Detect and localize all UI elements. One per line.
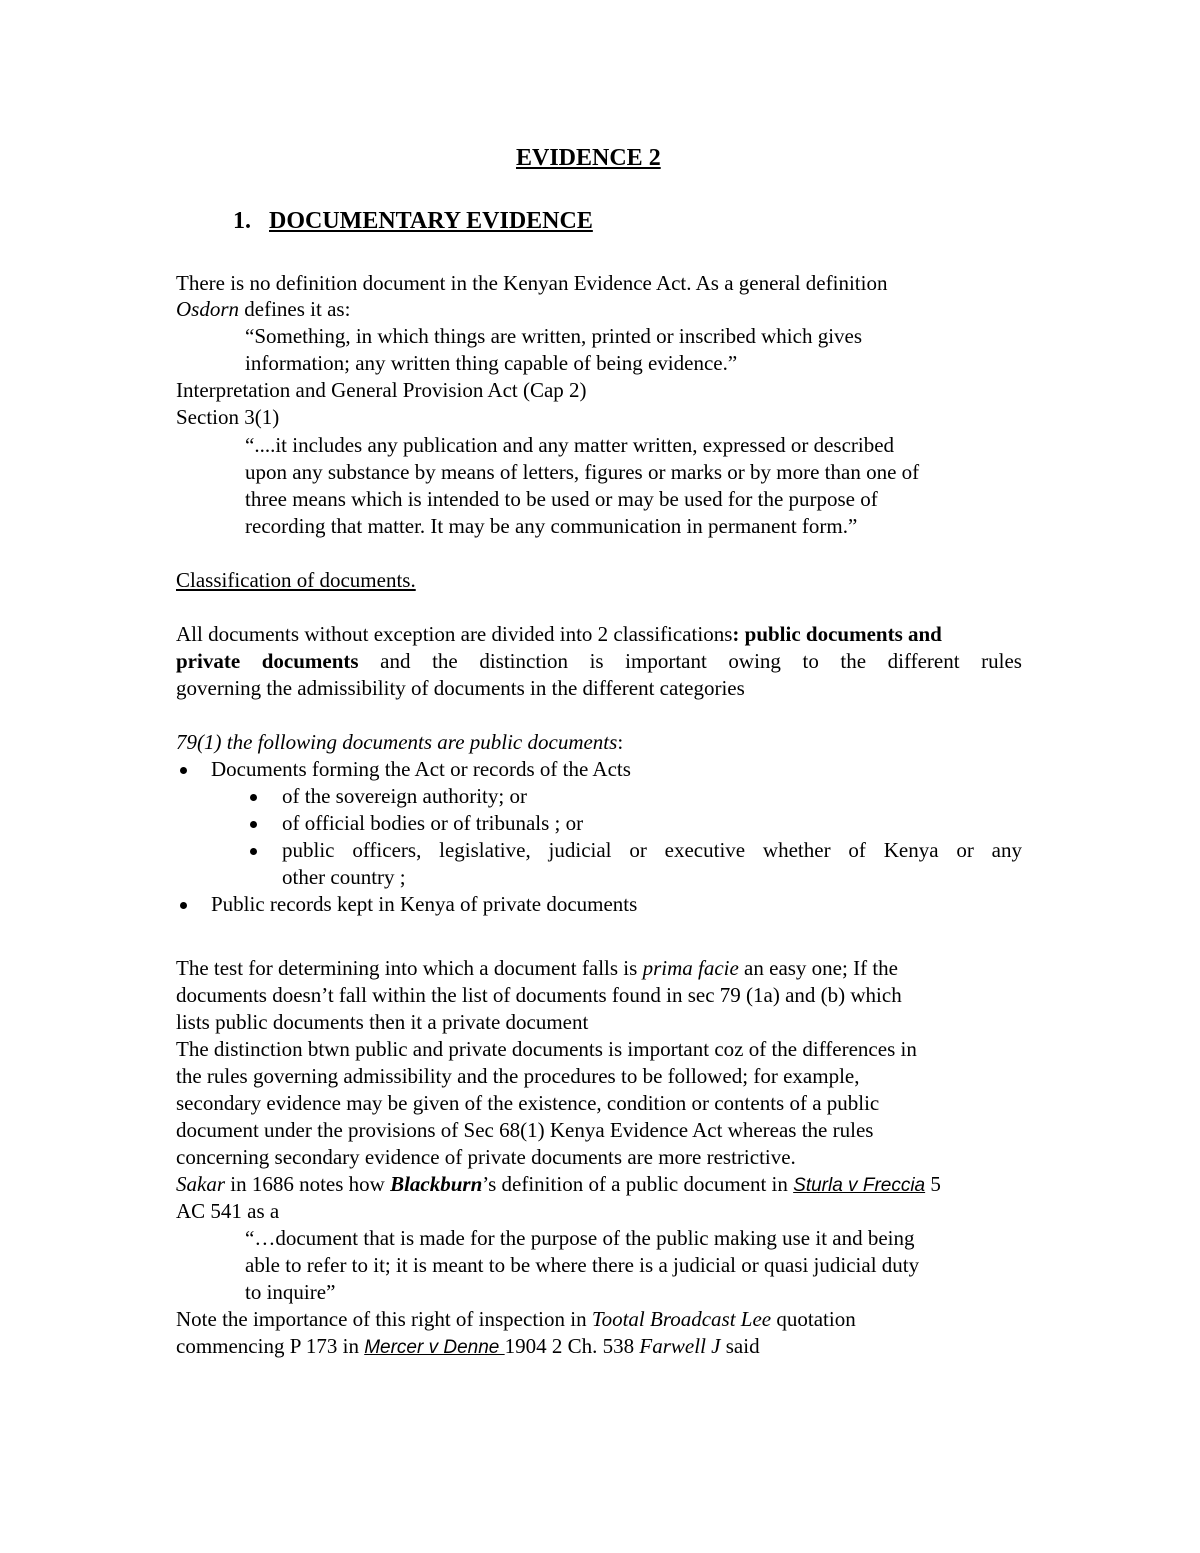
statute-section: Section 3(1) — [176, 405, 280, 429]
section-title: DOCUMENTARY EVIDENCE — [269, 208, 593, 234]
sublist-item-sovereign: of the sovereign authority; or — [282, 784, 527, 808]
test-line-5: the rules governing admissibility and the procedures to be followed; for example, — [176, 1064, 860, 1088]
intro-line-2: Osdorn defines it as: — [176, 297, 351, 321]
classification-heading: Classification of documents. — [176, 568, 416, 592]
bullet-icon — [250, 821, 257, 828]
public-documents-heading: 79(1) the following documents are public documents: — [176, 730, 624, 754]
case-sturla-v-freccia: Sturla v Freccia — [793, 1175, 926, 1196]
note-line-2: commencing P 173 in Mercer v Denne 1904 2 Ch. 538 Farwell J said — [176, 1334, 760, 1358]
author-osdorn: Osdorn — [176, 297, 240, 321]
classification-line-2: private documents and the distinction is important owing to the different rules — [176, 649, 1022, 673]
section-heading — [233, 208, 593, 235]
document-title: EVIDENCE 2 — [516, 145, 661, 171]
bullet-icon — [180, 767, 187, 774]
sakar-line-1: Sakar in 1686 notes how Blackburn’s definition of a public document in Sturla v Freccia 5 — [176, 1172, 941, 1196]
sublist-item-official-bodies: of official bodies or of tribunals ; or — [282, 811, 584, 835]
classification-line-1: All documents without exception are divided into 2 classifications: public documents and — [176, 622, 942, 646]
test-line-4: The distinction btwn public and private documents is important coz of the differences in — [176, 1037, 917, 1061]
case-mercer-v-denne: Mercer v Denne — [364, 1337, 505, 1358]
sakar-quote-line-1: “…document that is made for the purpose of the public making use it and being — [245, 1226, 915, 1250]
sublist-item-public-officers-cont: other country ; — [282, 865, 406, 889]
list-item-acts: Documents forming the Act or records of the Acts — [211, 757, 631, 781]
statute-name: Interpretation and General Provision Act (Cap 2) — [176, 378, 587, 402]
sublist-item-public-officers: public officers, legislative, judicial or executive whether of Kenya or any — [282, 838, 1022, 862]
statute-quote-line-2: upon any substance by means of letters, figures or marks or by more than one of — [245, 460, 920, 484]
case-tootal-broadcast-lee: Tootal Broadcast Lee — [591, 1307, 772, 1331]
section-number: 1. — [233, 208, 251, 234]
definition-quote-line-2: information; any written thing capable of being evidence.” — [245, 351, 738, 375]
note-line-1: Note the importance of this right of inspection in Tootal Broadcast Lee quotation — [176, 1307, 856, 1331]
list-item-public-records: Public records kept in Kenya of private documents — [211, 892, 638, 916]
statute-quote-line-3: three means which is intended to be used or may be used for the purpose of — [245, 487, 878, 511]
test-line-7: document under the provisions of Sec 68(1) Kenya Evidence Act whereas the rules — [176, 1118, 874, 1142]
test-line-1: The test for determining into which a document falls is prima facie an easy one; If the — [176, 956, 898, 980]
statute-quote-line-1: “....it includes any publication and any matter written, expressed or described — [245, 433, 895, 457]
test-line-2: documents doesn’t fall within the list of documents found in sec 79 (1a) and (b) which — [176, 983, 902, 1007]
test-line-8: concerning secondary evidence of private documents are more restrictive. — [176, 1145, 796, 1169]
bullet-icon — [250, 794, 257, 801]
definition-quote-line-1: “Something, in which things are written, printed or inscribed which gives — [245, 324, 863, 348]
author-blackburn: Blackburn — [390, 1172, 483, 1196]
classification-line-3: governing the admissibility of documents in the different categories — [176, 676, 745, 700]
test-line-6: secondary evidence may be given of the existence, condition or contents of a public — [176, 1091, 880, 1115]
judge-farwell: Farwell J — [639, 1334, 721, 1358]
bullet-icon — [180, 902, 187, 909]
sakar-quote-line-3: to inquire” — [245, 1280, 336, 1304]
sakar-quote-line-2: able to refer to it; it is meant to be where there is a judicial or quasi judicial duty — [245, 1253, 920, 1277]
statute-quote-line-4: recording that matter. It may be any communication in permanent form.” — [245, 514, 858, 538]
bullet-icon — [250, 848, 257, 855]
author-sakar: Sakar — [176, 1172, 225, 1196]
intro-line-1: There is no definition document in the Kenyan Evidence Act. As a general definition — [176, 271, 888, 295]
sakar-line-2: AC 541 as a — [176, 1199, 280, 1223]
test-line-3: lists public documents then it a private document — [176, 1010, 589, 1034]
